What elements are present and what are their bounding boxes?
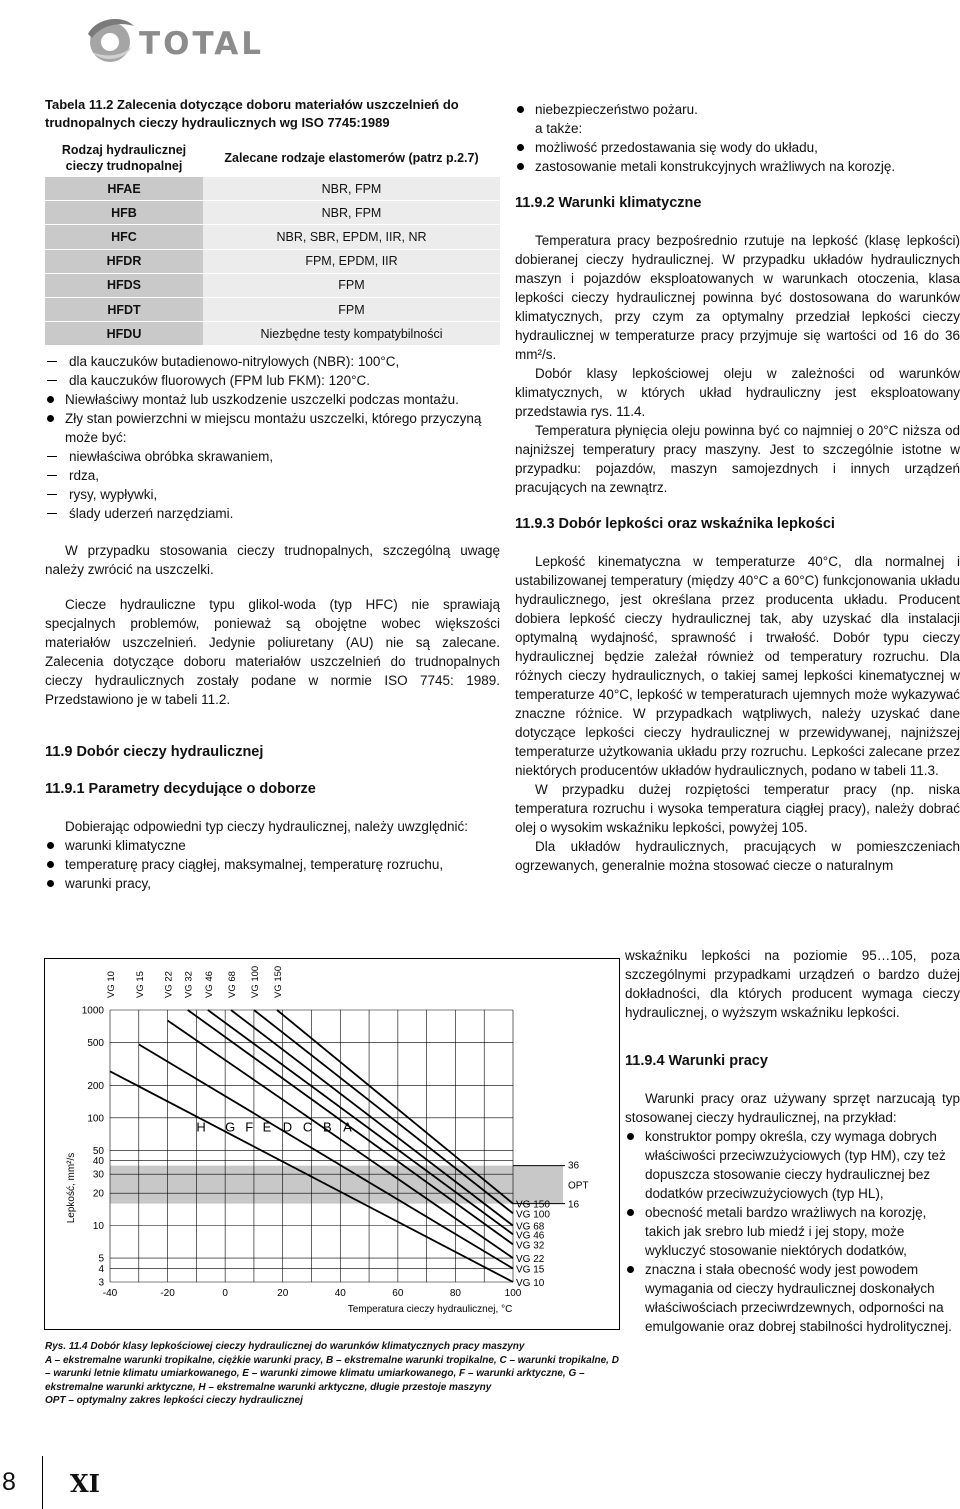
table-cell: HFAE xyxy=(45,177,203,201)
section-heading: 11.9.2 Warunki klimatyczne xyxy=(515,195,702,211)
footer-divider xyxy=(42,1456,43,1509)
list-item: a także: xyxy=(535,121,583,136)
table-cell: HFDS xyxy=(45,273,203,297)
table-row xyxy=(45,201,500,225)
list-item: rdza, xyxy=(45,466,500,485)
table-cell: FPM xyxy=(203,273,500,297)
caption-opt: OPT – optymalny zakres lepkości cieczy hydraulicznej xyxy=(45,1395,303,1406)
table-cell: Niezbędne testy kompatybilności xyxy=(203,322,500,346)
list-item: temperaturę pracy ciągłej, maksymalnej, temperaturę rozruchu, xyxy=(45,855,500,874)
y-tick-label: 10 xyxy=(92,1221,104,1233)
x-axis-label: Temperatura cieczy hydraulicznej, °C xyxy=(347,1304,513,1315)
caption-legend: A – ekstremalne warunki tropikalne, ciężkie warunki pracy, B – ekstremalne warunki tropikalne, C – warunki tropikalne, D – warunki letnie klimatu umiarkowanego, E – warunki zimowe klimatu umiarkowanego, F – warunki arktyczne, G – ekstremalne warunki arktyczne, H – ekstremalne warunki arktyczne, długie przestoje maszyny xyxy=(45,1354,619,1393)
zone-letter: G xyxy=(225,1119,236,1135)
series-right-label: VG 15 xyxy=(516,1264,545,1276)
series-top-label: VG 100 xyxy=(249,965,261,998)
section-heading: 11.9.4 Warunki pracy xyxy=(625,1053,768,1069)
opt-lower-label: 16 xyxy=(568,1199,580,1211)
series-right-label: VG 68 xyxy=(516,1221,545,1233)
y-tick-label: 5 xyxy=(98,1253,104,1265)
seal-material-table xyxy=(45,140,500,345)
paragraph: Temperatura płynięcia oleju powinna być co najmniej o 20°C niższa od najniższej temperatury pracy maszyny. Jest to szczególnie istotne w przypadku: pojazdów, maszyn samojezdnych i innych urządzeń pracujących na zewnątrz. xyxy=(515,423,960,495)
list-item: Zły stan powierzchni w miejscu montażu uszczelki, którego przyczyną może być: xyxy=(45,409,500,447)
section-heading: 11.9.3 Dobór lepkości oraz wskaźnika lepkości xyxy=(515,516,835,532)
zone-letter: F xyxy=(245,1119,254,1135)
series-top-label: VG 10 xyxy=(106,971,117,998)
paragraph: W przypadku dużej rozpiętości temperatur pracy (np. niska temperatura rozruchu i wysoka temperatura ciągłej pracy), należy dobrać olej o wysokim wskaźniku lepkości, powyżej 105. xyxy=(515,782,960,835)
series-top-label: VG 15 xyxy=(134,971,146,998)
table-header-fluid: Rodzaj hydraulicznej cieczy trudnopalnej xyxy=(45,140,203,177)
optimal-band-layer xyxy=(110,1166,565,1204)
list-item: warunki klimatyczne xyxy=(45,836,500,855)
list-item: niebezpieczeństwo pożaru. xyxy=(515,100,960,119)
table-cell: HFDR xyxy=(45,249,203,273)
table-row xyxy=(45,322,500,346)
x-tick-label: 0 xyxy=(222,1288,228,1299)
list-item: zastosowanie metali konstrukcyjnych wrażliwych na korozję. xyxy=(515,157,960,176)
series-right-label: VG 22 xyxy=(516,1254,545,1266)
y-tick-label: 30 xyxy=(92,1169,104,1181)
table-cell: NBR, FPM xyxy=(203,201,500,225)
right-column-continued xyxy=(625,946,960,1336)
x-tick-label: 100 xyxy=(504,1288,522,1299)
total-logo-icon xyxy=(82,12,138,68)
list-item: ślady uderzeń narzędziami. xyxy=(45,504,500,523)
list-item: niewłaściwa obróbka skrawaniem, xyxy=(45,447,500,466)
chapter-number: XI xyxy=(70,1469,100,1498)
label-layer xyxy=(82,966,589,1299)
paragraph: W przypadku stosowania cieczy trudnopalnych, szczególną uwagę należy zwrócić na uszczelki. xyxy=(45,543,500,577)
opt-label: OPT xyxy=(568,1180,589,1192)
zone-letter: B xyxy=(323,1119,332,1135)
list-item: dla kauczuków butadienowo-nitrylowych (NBR): 100°C, xyxy=(45,352,500,371)
right-column xyxy=(515,100,960,875)
x-tick-label: 60 xyxy=(392,1288,404,1299)
table-row xyxy=(45,297,500,321)
series-top-label: VG 68 xyxy=(226,971,238,998)
paragraph: Ciecze hydrauliczne typu glikol-woda (typ HFC) nie sprawiają specjalnych problemów, ponieważ są obojętne wobec większości materiałów uszczelnień. Jedynie poliuretany (AU) nie są zalecane. Zalecenia dotyczące doboru materiałów uszczelnień do trudnopalnych cieczy hydraulicznych zostały podane w normie ISO 7745: 1989. Przedstawiono je w tabeli 11.2. xyxy=(45,597,500,707)
table-header-elastomer: Zalecane rodzaje elastomerów (patrz p.2.7) xyxy=(203,140,500,177)
table-cell: HFB xyxy=(45,201,203,225)
list-item: warunki pracy, xyxy=(45,874,500,893)
y-tick-label: 500 xyxy=(87,1037,104,1049)
list-item: konstruktor pompy określa, czy wymaga dobrych właściwości przeciwzużyciowych (typ HM), czy też dopuszcza stosowanie cieczy hydraulicznej bez dodatków przeciwzużyciowych (typ HL), xyxy=(625,1127,960,1203)
list-item: Niewłaściwy montaż lub uszkodzenie uszczelki podczas montażu. xyxy=(45,390,500,409)
list-item: obecność metali bardzo wrażliwych na korozję, takich jak srebro lub miedź i jej stopy, może wykluczyć stosowanie niektórych dodatków, xyxy=(625,1203,960,1260)
paragraph: Dobór klasy lepkościowej oleju w zależności od warunków klimatycznych, w których układ hydrauliczny jest eksploatowany przedstawia rys. 11.4. xyxy=(515,366,960,419)
series-top-label: VG 150 xyxy=(272,965,284,998)
table-cell: NBR, SBR, EPDM, IIR, NR xyxy=(203,225,500,249)
viscosity-chart xyxy=(44,958,624,1330)
optimal-band xyxy=(110,1166,563,1204)
paragraph: Temperatura pracy bezpośrednio rzutuje na lepkość (klasę lepkości) dobieranej cieczy hydraulicznej. W przypadku układów hydraulicznych maszyn i pojazdów eksploatowanych w warunkach otoczenia, klasa lepkości cieczy hydraulicznej powinna być dostosowana do warunków klimatycznych, przy czym za optymalny przedział lepkości cieczy hydraulicznej w temperaturze pracy przyjmuje się wartości od 16 do 36 mm²/s. xyxy=(515,233,960,362)
table-cell: HFC xyxy=(45,225,203,249)
x-tick-label: -40 xyxy=(102,1288,118,1299)
y-tick-label: 50 xyxy=(92,1145,104,1157)
y-tick-label: 200 xyxy=(87,1080,104,1092)
table-row xyxy=(45,177,500,201)
y-tick-label: 4 xyxy=(98,1264,104,1276)
paragraph: wskaźniku lepkości na poziomie 95…105, poza szczególnymi przypadkami urządzeń o bardzo dużej dokładności, dla których producent wymaga cieczy hydraulicznej, o wyższym wskaźniku lepkości. xyxy=(625,948,960,1020)
series-right-label: VG 46 xyxy=(516,1230,545,1242)
list-item: możliwość przedostawania się wody do układu, xyxy=(515,138,960,157)
series-right-label: VG 32 xyxy=(516,1240,545,1252)
zone-letter: H xyxy=(196,1119,206,1135)
series-right-label: VG 150 xyxy=(516,1199,550,1211)
y-tick-label: 20 xyxy=(92,1188,104,1200)
left-column xyxy=(45,352,500,893)
table-title: Tabela 11.2 Zalecenia dotyczące doboru materiałów uszczelnień do trudnopalnych cieczy hydraulicznych wg ISO 7745:1989 xyxy=(45,97,459,130)
caption-title: Rys. 11.4 Dobór klasy lepkościowej cieczy hydraulicznej do warunków klimatycznych pracy maszyny xyxy=(45,1341,525,1352)
y-tick-label: 100 xyxy=(87,1113,104,1125)
x-tick-label: 40 xyxy=(334,1288,346,1299)
table-cell: HFDU xyxy=(45,322,203,346)
zone-letter: E xyxy=(262,1119,272,1135)
y-tick-label: 40 xyxy=(92,1156,104,1168)
x-tick-label: 20 xyxy=(277,1288,289,1299)
table-row xyxy=(45,225,500,249)
paragraph: Dobierając odpowiedni typ cieczy hydraulicznej, należy uwzględnić: xyxy=(65,819,468,834)
y-tick-label: 3 xyxy=(98,1277,104,1289)
opt-upper-label: 36 xyxy=(568,1160,580,1172)
series-right-label: VG 100 xyxy=(516,1209,550,1221)
list-item: rysy, wypływki, xyxy=(45,485,500,504)
grid-layer xyxy=(110,1010,513,1282)
paragraph: Dla układów hydraulicznych, pracujących w pomieszczeniach ogrzewanych, generalnie można stosować ciecze o naturalnym xyxy=(515,839,960,873)
table-row xyxy=(45,273,500,297)
x-tick-label: 80 xyxy=(449,1288,461,1299)
series-top-label: VG 46 xyxy=(203,971,215,998)
total-logo xyxy=(82,12,267,72)
y-tick-label: 1000 xyxy=(81,1005,104,1017)
figure-caption xyxy=(45,1340,620,1408)
table-cell: FPM, EPDM, IIR xyxy=(203,249,500,273)
table-cell: NBR, FPM xyxy=(203,177,500,201)
paragraph: Lepkość kinematyczna w temperaturze 40°C, dla normalnej i ustabilizowanej temperatury (między 40°C a 60°C) funkcjonowania układu hydraulicznego, jest określana przez producenta układu. Producent dobiera lepkość cieczy hydraulicznej tak, aby uzyskać dla instalacji optymalną wydajność, sprawność i trwałość. Dobór typu cieczy hydraulicznej będzie zależał również od temperatury rozruchu. Dla różnych cieczy hydraulicznych, o takiej samej lepkości kinematycznej w temperaturze 40°C, lepkość w temperaturach ujemnych może wykazywać znaczne różnice. W przypadkach wątpliwych, należy uzyskać dane dotyczące lepkości cieczy hydraulicznej w przewidywanej, najniższej temperaturze użytkowania układu przy rozruchu. Lepkości zalecane przez niektórych producentów układów hydraulicznych, podano w tabeli 11.3. xyxy=(515,554,960,778)
list-item: dla kauczuków fluorowych (FPM lub FKM): 120°C. xyxy=(45,371,500,390)
table-cell: FPM xyxy=(203,297,500,321)
paragraph: Warunki pracy oraz używany sprzęt narzucają typ stosowanej cieczy hydraulicznej, na przykład: xyxy=(625,1091,960,1125)
logo-text: TOTAL xyxy=(139,26,264,62)
section-heading: 11.9 Dobór cieczy hydraulicznej xyxy=(45,744,264,760)
table-row xyxy=(45,249,500,273)
y-axis-label: Lepkość, mm²/s xyxy=(66,1152,77,1224)
zone-letter: D xyxy=(282,1119,293,1135)
page-number: 8 xyxy=(2,1468,16,1496)
table-cell: HFDT xyxy=(45,297,203,321)
x-tick-label: -20 xyxy=(160,1288,175,1299)
section-heading: 11.9.1 Parametry decydujące o doborze xyxy=(45,781,316,797)
page-footer xyxy=(0,1456,120,1509)
zone-letter: C xyxy=(302,1119,313,1135)
zone-letter: A xyxy=(343,1119,352,1135)
series-top-label: VG 22 xyxy=(163,971,175,998)
series-top-label: VG 32 xyxy=(183,971,195,998)
list-item: znaczna i stała obecność wody jest powodem wymagania od cieczy hydraulicznej doskonałych właściwościach przeciwrdzewnych, odporności na emulgowanie oraz dobrej stabilności hydrolitycznej. xyxy=(625,1260,960,1336)
series-right-label: VG 10 xyxy=(516,1278,545,1289)
